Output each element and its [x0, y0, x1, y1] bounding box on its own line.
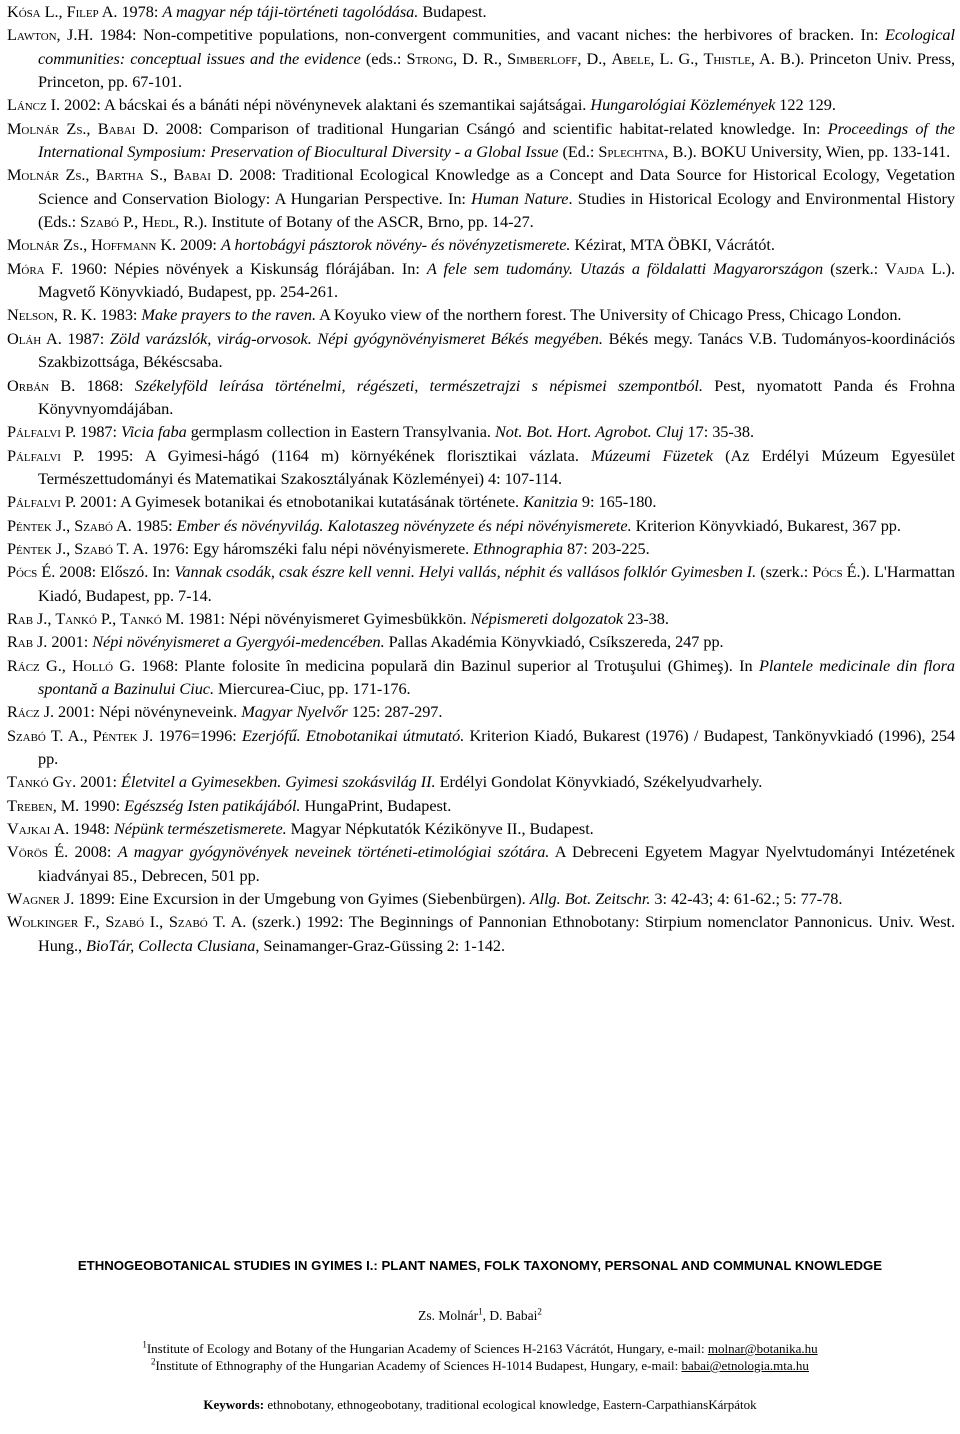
- reference-entry: [7, 490, 955, 513]
- reference-text: .,: [82, 118, 98, 138]
- reference-text: , R. K. 1983:: [53, 305, 142, 325]
- reference-text: É.). L'Harmattan Kiadó, Budapest, pp. 7-14.: [38, 562, 956, 605]
- author-surname: Lawton: [7, 25, 57, 45]
- reference-text: 17: 35-38.: [683, 422, 754, 442]
- affiliation-marker: 2: [537, 1306, 542, 1317]
- author-name: Zs. Molnár: [418, 1308, 479, 1323]
- reference-text: , Seinamanger-Graz-Güssing 2: 1-142.: [255, 935, 506, 955]
- article-title: ETHNOGEOBOTANICAL STUDIES IN GYIMES I.: PLANT NAMES, FOLK TAXONOMY, PERSONAL AND COMMUNAL KNOWLEDGE: [77, 1258, 883, 1273]
- reference-text: 3: 42-43; 4: 61-62.; 5: 77-78.: [650, 889, 843, 909]
- reference-entry: [7, 233, 955, 256]
- reference-text: G. 1968: Plante folosite în medicina populară din Bazinul superior al Trotuşului (Ghimeş). In: [113, 655, 760, 675]
- italic-title: A magyar nép táji-történeti tagolódása.: [162, 2, 419, 21]
- reference-text: 87: 203-225.: [563, 538, 650, 558]
- author-surname: Pócs: [812, 562, 843, 582]
- reference-text: F.,: [78, 912, 106, 932]
- author-surname: Bartha: [95, 165, 144, 185]
- reference-text: É. 2008:: [47, 842, 118, 862]
- author-surname: Splechtna: [598, 142, 665, 162]
- reference-text: . Studies in Historical Ecology and Environmental History (Eds.:: [38, 188, 955, 232]
- reference-text: J. 2001:: [33, 632, 93, 652]
- italic-title: Egészség Isten patikájából.: [124, 795, 301, 815]
- reference-text: K. 2009:: [156, 235, 221, 255]
- italic-title: Népismereti dolgozatok: [470, 608, 624, 628]
- reference-text: A. 1985:: [112, 515, 177, 535]
- author-surname: Péntek: [92, 725, 138, 745]
- reference-entry: [7, 93, 955, 116]
- reference-text: Erdélyi Gondolat Könyvkiadó, Székelyudvarhely.: [435, 772, 763, 792]
- affiliation: [0, 1357, 960, 1374]
- author-surname: Orbán: [7, 375, 50, 395]
- reference-entry: [7, 420, 955, 443]
- reference-entry: [7, 770, 955, 793]
- author-surname: Hoffmann: [91, 235, 157, 255]
- author-surname: Szabó: [80, 212, 119, 232]
- author-surname: Wagner: [7, 889, 60, 909]
- affiliation-marker: 1: [478, 1306, 483, 1317]
- reference-text: (Az Erdélyi Múzeum Egyesület Természettudományi és Matematikai Szakosztályának Közleményei) 4: 107-114.: [38, 445, 955, 488]
- author-surname: Zs: [66, 118, 83, 138]
- reference-entry: [7, 444, 955, 491]
- affiliation: [0, 1340, 960, 1357]
- reference-text: T. A.,: [45, 725, 93, 745]
- reference-text: . 2001:: [72, 772, 122, 792]
- author-surname: Rab: [7, 632, 33, 652]
- reference-text: A. 1987:: [41, 328, 110, 348]
- reference-text: Miercurea-Ciuc, pp. 171-176.: [214, 678, 411, 698]
- author-surname: Oláh: [7, 328, 42, 348]
- email-link[interactable]: babai@etnologia.mta.hu: [681, 1358, 809, 1373]
- reference-entry: [7, 700, 955, 723]
- reference-text: A Debreceni Egyetem Magyar Nyelvtudományi Intézetének kiadványai 85., Debrecen, 501 pp.: [38, 842, 955, 885]
- author-surname: Tankó: [120, 608, 162, 628]
- reference-entry: [7, 257, 955, 304]
- reference-text: , D. R.,: [453, 48, 508, 68]
- keywords: [0, 1397, 960, 1413]
- author-surname: Móra: [7, 258, 45, 278]
- author-surname: Péntek: [7, 538, 52, 558]
- reference-text: .,: [81, 165, 96, 185]
- reference-text: , B.). BOKU University, Wien, pp. 133-141.: [664, 142, 951, 162]
- italic-title: Népi növényismeret a Gyergyói-medencében.: [92, 632, 385, 652]
- author-surname: Nelson: [7, 305, 54, 325]
- reference-text: 122 129.: [775, 95, 836, 115]
- reference-text: J. 2001: Népi növényneveink.: [39, 702, 242, 722]
- author-surname: Pálfalvi: [7, 492, 61, 512]
- italic-title: A magyar gyógynövények neveinek történeti-etimológiai szótára.: [117, 842, 550, 862]
- reference-text: S.,: [143, 165, 174, 185]
- author-surname: Treben: [7, 795, 53, 815]
- reference-text: G.,: [39, 655, 73, 675]
- italic-title: Ezerjófű. Etnobotanikai útmutató.: [241, 725, 465, 745]
- reference-text: , M. 1990:: [52, 795, 125, 815]
- reference-entry: [7, 724, 955, 771]
- reference-text: , A. B.). Princeton Univ. Press, Princeton, pp. 67-101.: [38, 48, 955, 92]
- reference-text: J. 1976=1996:: [137, 725, 242, 745]
- reference-text: T. A. 1976: Egy háromszéki falu népi növényismerete.: [112, 538, 474, 558]
- reference-text: T. A. (szerk.) 1992: The Beginnings of Pannonian Ethnobotany: Stirpium nomenclator Pannonicus. Univ. West. Hung.,: [38, 912, 955, 955]
- reference-text: Pallas Akadémia Könyvkiadó, Csíkszereda, 247 pp.: [384, 632, 724, 652]
- reference-text: (Ed.:: [558, 142, 599, 162]
- reference-text: 23-38.: [623, 608, 669, 628]
- author-separator: ,: [482, 1308, 490, 1323]
- author-surname: Pálfalvi: [7, 422, 61, 442]
- italic-title: BioTár, Collecta Clusiana: [86, 935, 256, 955]
- affiliation-marker: 1: [142, 1339, 147, 1350]
- reference-entry: [7, 303, 955, 326]
- reference-text: 125: 287-297.: [347, 702, 443, 722]
- author-surname: Péntek: [7, 515, 52, 535]
- reference-text: D. 2008: Traditional Ecological Knowledge as a Concept and Data Source for Historical Ecology, Vegetation Science and Conservation Biology: A Hungarian Perspective. In:: [38, 165, 955, 208]
- author-surname: Pálfalvi: [7, 445, 61, 465]
- reference-text: A. 1948:: [50, 819, 114, 839]
- author-surname: Tankó: [55, 608, 97, 628]
- reference-entry: [7, 817, 955, 840]
- author-surname: Hedl: [142, 212, 176, 232]
- author-surname: Vajda: [885, 258, 925, 278]
- italic-title: Ecological communities: conceptual issues and the evidence: [38, 25, 955, 68]
- keywords-label: Keywords:: [203, 1397, 265, 1412]
- reference-entry: [7, 887, 955, 910]
- italic-title: Székelyföld leírása történelmi, régészeti, természetrajzi s népismei szempontból.: [134, 375, 703, 395]
- reference-text: .,: [79, 235, 92, 255]
- author-surname: Rácz: [7, 702, 40, 722]
- italic-title: Human Nature: [471, 188, 569, 208]
- italic-title: Proceedings of the International Symposium: Preservation of Biocultural Diversity - a Global Issue: [38, 118, 955, 162]
- reference-entry: [7, 537, 955, 560]
- author-surname: Molnár: [7, 235, 60, 255]
- reference-text: P.,: [118, 212, 143, 232]
- italic-title: Allg. Bot. Zeitschr.: [529, 889, 651, 909]
- author-surname: Vörös: [7, 842, 48, 862]
- reference-entry: [7, 0, 955, 23]
- reference-entry: [7, 23, 955, 93]
- reference-list: [7, 0, 955, 957]
- author-surname: Zs: [65, 165, 82, 185]
- reference-text: germplasm collection in Eastern Transylvania.: [186, 422, 495, 442]
- italic-title: Vicia faba: [121, 422, 187, 442]
- reference-text: J. 1899: Eine Excursion in der Umgebung von Gyimes (Siebenbürgen).: [59, 889, 530, 909]
- italic-title: Ethnographia: [473, 538, 564, 558]
- reference-text: J.,: [51, 538, 75, 558]
- italic-title: Kanitzia: [523, 492, 578, 512]
- reference-text: D. 2008: Comparison of traditional Hungarian Csángó and scientific habitat-related knowledge. In:: [135, 118, 828, 138]
- reference-entry: [7, 560, 955, 607]
- email-link[interactable]: molnar@botanika.hu: [707, 1341, 818, 1356]
- reference-entry: [7, 117, 955, 164]
- author-surname: Gy: [52, 772, 73, 792]
- author-surname: Abele: [611, 48, 651, 68]
- author-surname: Strong: [406, 48, 454, 68]
- reference-text: A. 1978:: [98, 2, 163, 21]
- author-surname: Szabó: [168, 912, 208, 932]
- reference-text: M. 1981: Népi növényismeret Gyimesbükkön.: [161, 608, 471, 628]
- reference-text: J.,: [33, 608, 56, 628]
- reference-text: Békés megy. Tanács V.B. Tudományos-koordinációs Szakbizottsága, Békéscsaba.: [38, 328, 955, 372]
- reference-text: Kézirat, MTA ÖBKI, Vácrátót.: [570, 235, 775, 255]
- italic-title: A hortobágyi pásztorok növény- és növényzetismerete.: [220, 235, 571, 255]
- reference-text: 9: 165-180.: [577, 492, 657, 512]
- reference-text: Magyar Népkutatók Kézikönyve II., Budapest.: [286, 819, 594, 839]
- italic-title: Not. Bot. Hort. Agrobot. Cluj: [494, 422, 684, 442]
- italic-title: Ember és növényvilág. Kalotaszeg növényzete és népi növényismerete.: [176, 515, 632, 535]
- reference-text: L.,: [40, 2, 67, 21]
- reference-text: , D.,: [577, 48, 612, 68]
- reference-text: Pest, nyomatott Panda és Frohna Könyvnyomdájában.: [38, 375, 955, 418]
- author-surname: Szabó: [105, 912, 145, 932]
- author-surname: Zs: [63, 235, 80, 255]
- author-surname: Babai: [173, 165, 211, 185]
- author-surname: Rab: [7, 608, 33, 628]
- author-surname: Molnár: [7, 118, 60, 138]
- reference-text: J.,: [51, 515, 75, 535]
- author-surname: Rácz: [7, 655, 40, 675]
- affiliation-marker: 2: [151, 1356, 156, 1367]
- reference-entry: [7, 514, 955, 537]
- author-surname: Pócs: [7, 562, 38, 582]
- reference-text: HungaPrint, Budapest.: [300, 795, 452, 815]
- reference-text: P.,: [96, 608, 121, 628]
- reference-text: F. 1960: Népies növények a Kiskunság flórájában. In:: [44, 258, 427, 278]
- author-surname: Simberloff: [507, 48, 578, 68]
- reference-text: I. 2002: A bácskai és a bánáti népi növénynevek alaktani és szemantikai sajátságai.: [46, 95, 591, 115]
- italic-title: Make prayers to the raven.: [141, 305, 316, 325]
- author-surname: Thistle: [703, 48, 751, 68]
- reference-entry: [7, 374, 955, 421]
- affiliation-text: Institute of Ecology and Botany of the Hungarian Academy of Sciences H-2163 Vácrátót, Hungary, e-mail:: [146, 1341, 708, 1356]
- italic-title: Múzeumi Füzetek: [591, 445, 713, 465]
- author-surname: Vajkai: [7, 819, 51, 839]
- reference-text: A Koyuko view of the northern forest. The University of Chicago Press, Chicago London.: [315, 305, 902, 325]
- reference-text: , R.). Institute of Botany of the ASCR, Brno, pp. 14-27.: [175, 212, 534, 232]
- reference-text: Kriterion Kiadó, Bukarest (1976) / Budapest, Tankönyvkiadó (1996), 254 pp.: [38, 725, 956, 768]
- author-surname: Szabó: [7, 725, 46, 745]
- italic-title: Zöld varázslók, virág-orvosok. Népi gyógynövényismeret Békés megyében.: [109, 328, 603, 348]
- reference-text: P. 1995: A Gyimesi-hágó (1164 m) környékének florisztikai vázlata.: [60, 445, 592, 465]
- reference-entry: [7, 840, 955, 887]
- author-name: D. Babai: [489, 1308, 538, 1323]
- author-surname: Szabó: [74, 515, 113, 535]
- author-surname: Filep: [66, 2, 99, 21]
- italic-title: Magyar Nyelvőr: [241, 702, 348, 722]
- article-header: [0, 1257, 960, 1413]
- reference-text: I.,: [144, 912, 169, 932]
- reference-entry: [7, 794, 955, 817]
- italic-title: Életvitel a Gyimesekben. Gyimesi szokásvilág II.: [121, 772, 436, 792]
- reference-text: (szerk.:: [756, 562, 813, 582]
- italic-title: Hungarológiai Közlemények: [590, 95, 776, 115]
- keywords-text: ethnobotany, ethnogeobotany, traditional ecological knowledge, Eastern-CarpathiansKárpátok: [264, 1397, 757, 1412]
- reference-text: L.). Magvető Könyvkiadó, Budapest, pp. 254-261.: [38, 258, 956, 302]
- reference-text: P. 1987:: [60, 422, 122, 442]
- reference-text: , J.H. 1984: Non-competitive populations, non-convergent communities, and vacant niches: the herbivores of bracken. In:: [56, 25, 885, 45]
- italic-title: Vannak csodák, csak észre kell venni. Helyi vallás, néphit és vallásos folklór Gyimesben I.: [174, 562, 757, 582]
- author-surname: Wolkinger: [7, 912, 79, 932]
- reference-entry: [7, 163, 955, 233]
- reference-entry: [7, 910, 955, 957]
- author-surname: Szabó: [74, 538, 113, 558]
- reference-entry: [7, 654, 955, 701]
- reference-text: É. 2008: Előszó. In:: [37, 562, 175, 582]
- italic-title: Plantele medicinale din flora spontană a Bazinului Ciuc.: [38, 655, 955, 698]
- article-authors: [0, 1308, 960, 1324]
- author-surname: Láncz: [7, 95, 47, 115]
- reference-text: (szerk.:: [823, 258, 886, 278]
- reference-text: Kriterion Könyvkiadó, Bukarest, 367 pp.: [631, 515, 901, 535]
- reference-entry: [7, 607, 955, 630]
- author-surname: Tankó: [7, 772, 49, 792]
- reference-text: P. 2001: A Gyimesek botanikai és etnobotanikai kutatásának története.: [60, 492, 524, 512]
- reference-entry: [7, 327, 955, 374]
- italic-title: Népünk természetismerete.: [113, 819, 287, 839]
- reference-text: B. 1868:: [49, 375, 135, 395]
- author-surname: Kósa: [7, 2, 41, 21]
- reference-text: , L. G.,: [650, 48, 704, 68]
- reference-entry: [7, 630, 955, 653]
- author-surname: Molnár: [7, 165, 60, 185]
- italic-title: A fele sem tudomány. Utazás a földalatti Magyarországon: [426, 258, 824, 278]
- affiliation-text: Institute of Ethnography of the Hungarian Academy of Sciences H-1014 Budapest, Hungary, e-mail:: [155, 1358, 682, 1373]
- reference-text: Budapest.: [418, 2, 487, 21]
- author-surname: Babai: [97, 118, 136, 138]
- author-surname: Holló: [72, 655, 114, 675]
- reference-text: (eds.:: [360, 48, 407, 68]
